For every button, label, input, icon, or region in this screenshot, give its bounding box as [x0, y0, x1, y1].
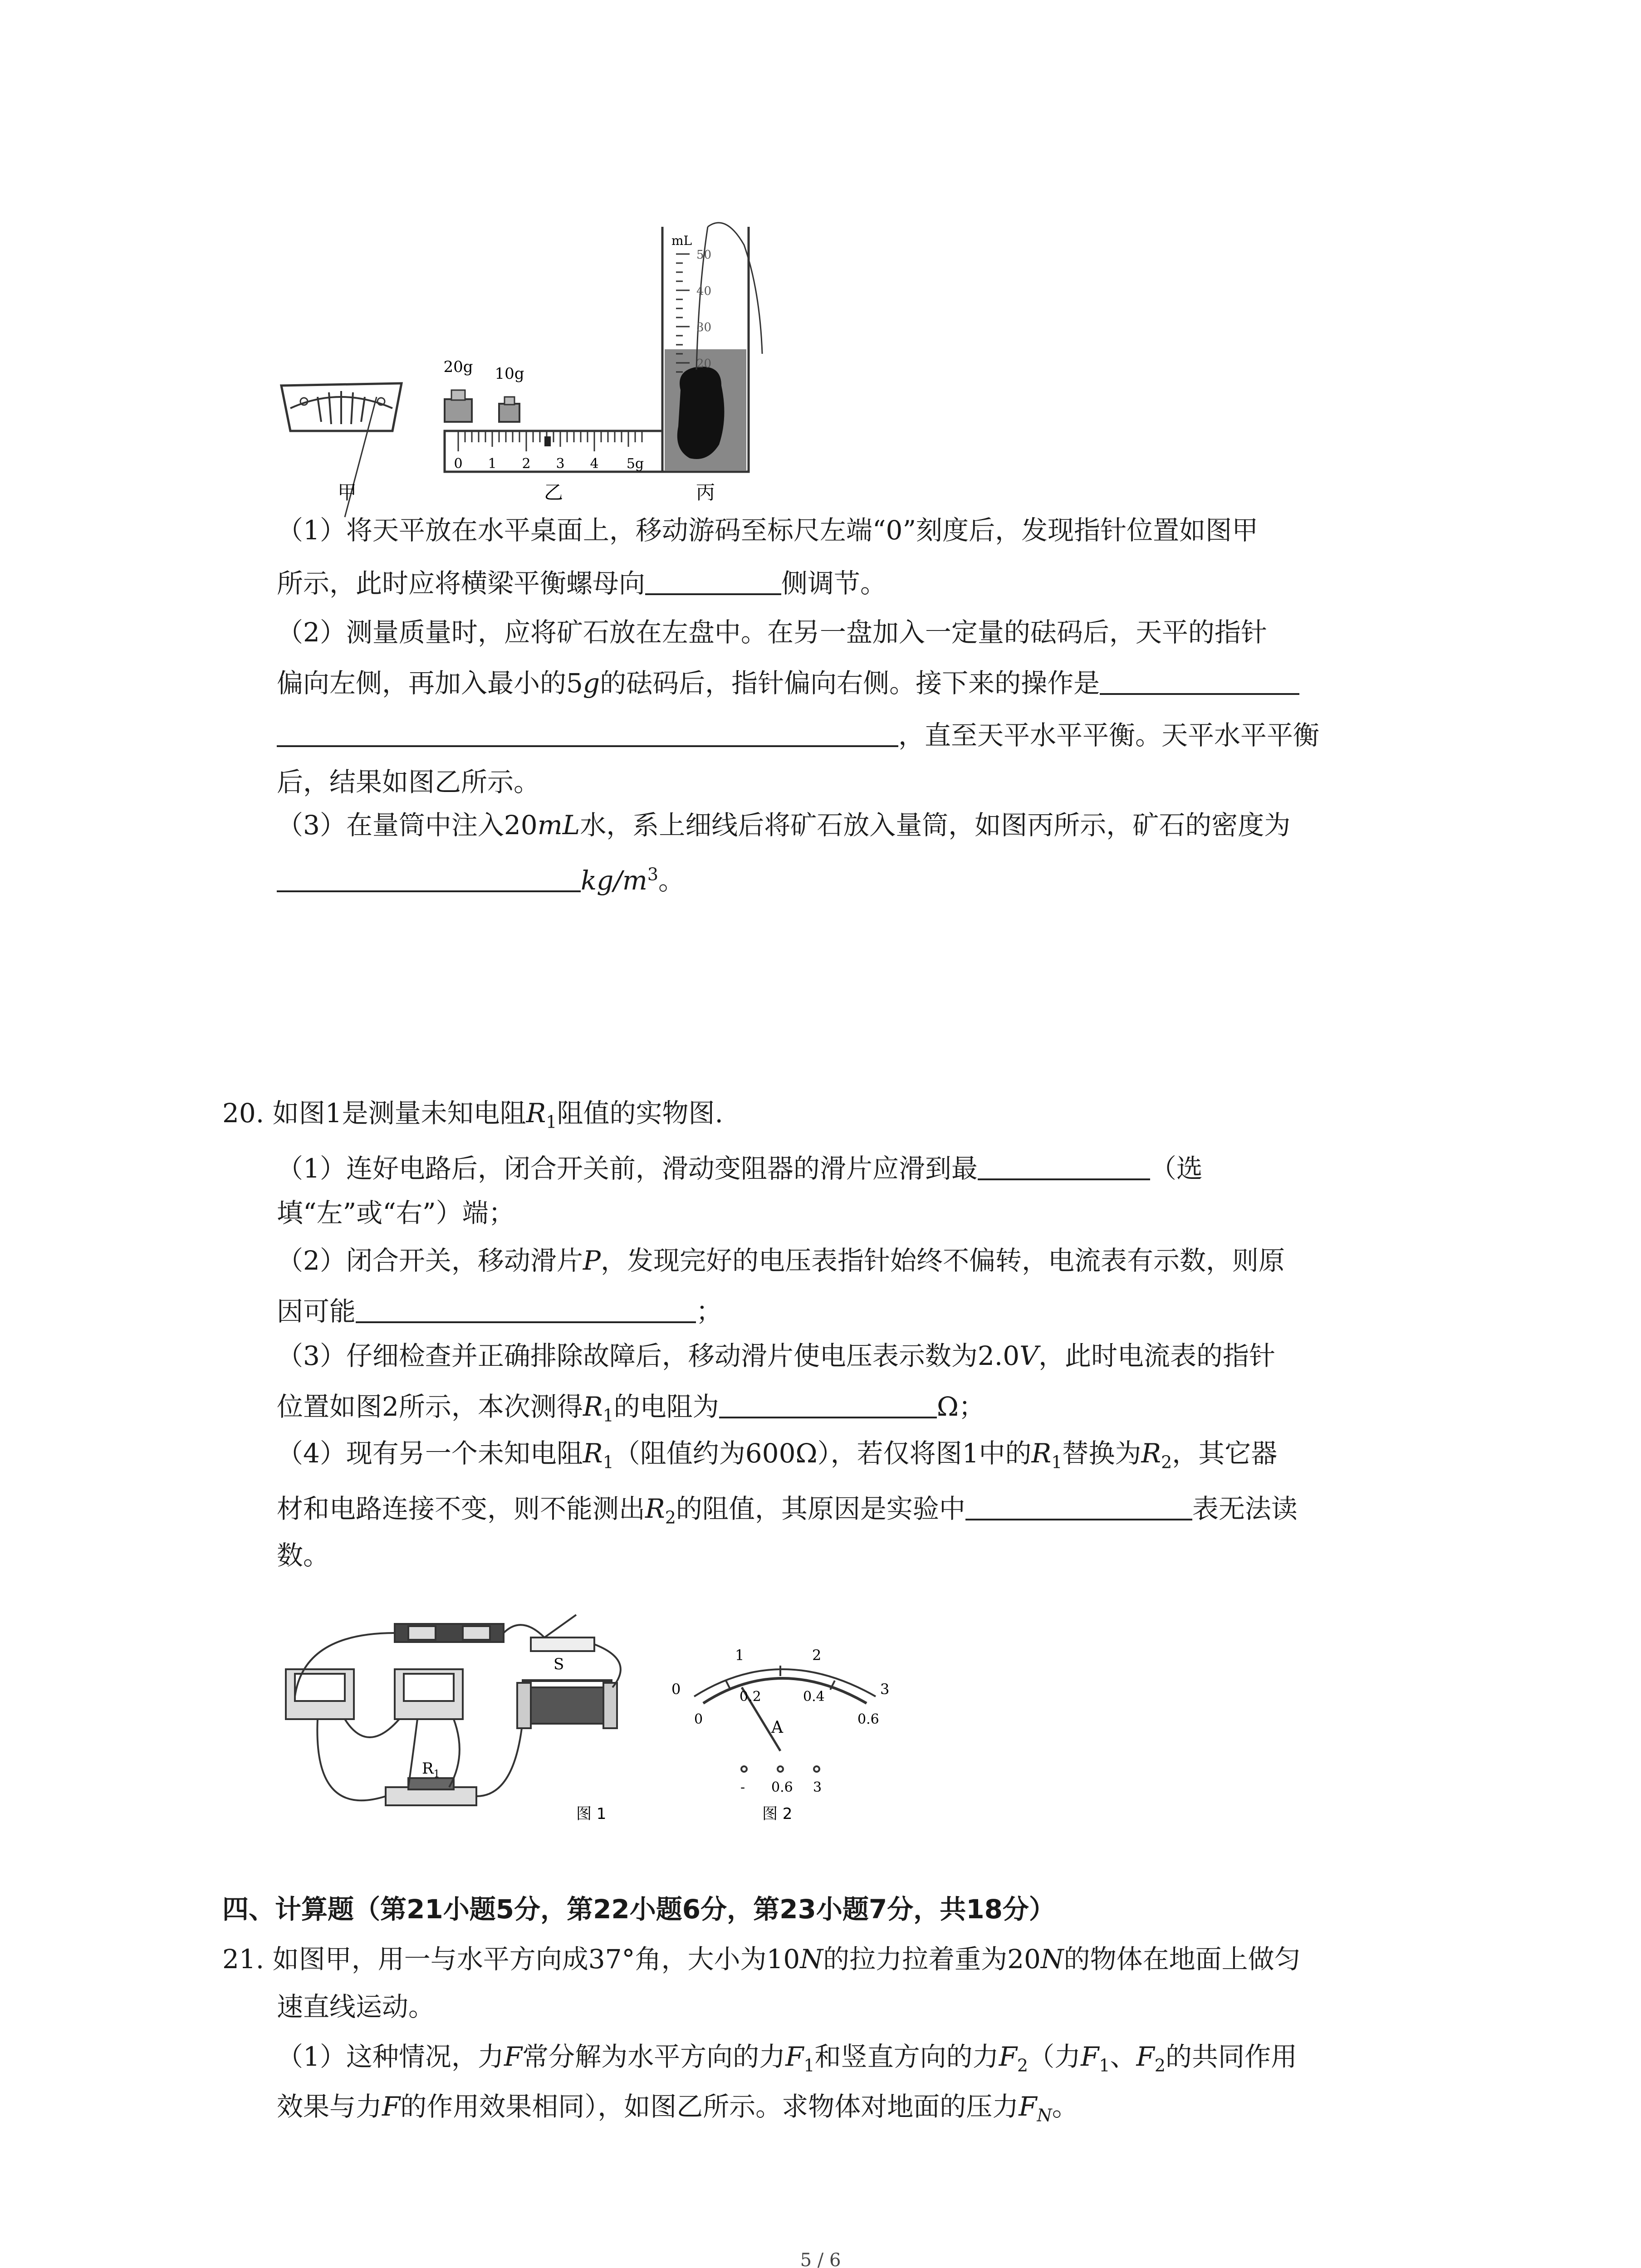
terminal-minus: - [740, 1779, 745, 1795]
q19-part1-line1: （1）将天平放在水平桌面上，移动游码至标尺左端“0”刻度后，发现指针位置如图甲 [277, 515, 1259, 546]
q21-stem-line2: 速直线运动。 [277, 1991, 435, 2022]
dial-top-2: 2 [812, 1647, 822, 1664]
page-number: 5 / 6 [800, 2250, 841, 2268]
answer-blank-q20-3[interactable] [719, 1390, 937, 1418]
dial-bottom-0: 0 [694, 1711, 703, 1727]
ruler-tick-3: 3 [556, 456, 565, 472]
cylinder-tick-20: 20 [696, 357, 712, 371]
q20-part3-line2: 位置如图2所示，本次测得$R_1$的电阻为 Ω； [277, 1391, 985, 1426]
figure-20-ammeter-dial [667, 1633, 903, 1823]
label-yi: 乙 [544, 481, 563, 503]
label-jia: 甲 [337, 481, 357, 503]
terminal-3: 3 [813, 1779, 822, 1795]
weight-10g-label: 10g [495, 365, 524, 383]
q20-part2-line1: （2）闭合开关，移动滑片P，发现完好的电压表指针始终不偏转，电流表有示数，则原 [277, 1245, 1285, 1276]
q20-part1-line2: 填“左”或“右”）端； [277, 1198, 515, 1228]
ruler-tick-2: 2 [522, 456, 531, 472]
label-bing: 丙 [696, 481, 715, 503]
ruler-tick-0: 0 [454, 456, 463, 472]
q20-part4-line3: 数。 [277, 1540, 330, 1571]
dial-bottom-02: 0.2 [740, 1689, 761, 1705]
q20-stem: 20. 如图1是测量未知电阻$R_1$阻值的实物图. [222, 1098, 723, 1132]
q21-stem-line1: 21. 如图甲，用一与水平方向成37°角，大小为10N的拉力拉着重为20N的物体在地面上做匀 [222, 1944, 1301, 1975]
cylinder-tick-50: 50 [696, 248, 712, 262]
resistor-label-R1: $R_1$ [422, 1760, 440, 1780]
q19-part1-line2: 所示，此时应将横梁平衡螺母向 侧调节。 [277, 568, 887, 599]
dial-unit-A: A [771, 1718, 783, 1737]
dial-bottom-06: 0.6 [857, 1711, 879, 1727]
section-4-title: 四、计算题（第21小题5分，第22小题6分，第23小题7分，共18分） [222, 1894, 1055, 1925]
dial-top-3: 3 [880, 1681, 890, 1698]
answer-blank-q19-3[interactable] [277, 864, 581, 892]
q19-part2-line3: ，直至天平水平平衡。天平水平平衡 [277, 719, 1319, 748]
answer-blank-q20-2[interactable] [356, 1295, 696, 1323]
q21-part1-line1: （1）这种情况，力F常分解为水平方向的力$F_1$和竖直方向的力$F_2$（力$F_1$、$F_2$的共同作用 [277, 2041, 1297, 2076]
ruler-tick-5: 5g [626, 456, 644, 472]
weight-20g-label: 20g [443, 358, 473, 376]
cylinder-tick-40: 40 [696, 284, 712, 298]
figure-20-circuit [277, 1606, 640, 1842]
answer-blank-q20-1[interactable] [978, 1152, 1150, 1180]
q20-part1-line1: （1）连好电路后，闭合开关前，滑动变阻器的滑片应滑到最 （选 [277, 1153, 1203, 1184]
q19-part2-line4: 后，结果如图乙所示。 [277, 767, 540, 797]
dial-bottom-04: 0.4 [803, 1689, 825, 1705]
figure-1-caption: 图 1 [576, 1805, 607, 1823]
cylinder-tick-30: 30 [696, 321, 712, 334]
dial-top-0: 0 [671, 1681, 681, 1698]
answer-blank-q20-4[interactable] [965, 1492, 1192, 1520]
figure-2-caption: 图 2 [762, 1805, 793, 1823]
q19-part3-line2: $kg/m^3$。 [277, 864, 685, 894]
ruler-tick-4: 4 [590, 456, 599, 472]
cylinder-unit: mL [671, 233, 692, 248]
answer-blank-q19-1[interactable] [645, 567, 781, 595]
q19-part2-line1: （2）测量质量时，应将矿石放在左盘中。在另一盘加入一定量的砝码后，天平的指针 [277, 617, 1267, 648]
ruler-tick-1: 1 [488, 456, 497, 472]
answer-blank-q19-2a[interactable] [1100, 667, 1299, 695]
q20-part2-line2: 因可能 ； [277, 1296, 723, 1327]
q20-part3-line1: （3）仔细检查并正确排除故障后，移动滑片使电压表示数为2.0V，此时电流表的指针 [277, 1340, 1276, 1371]
q20-part4-line2: 材和电路连接不变，则不能测出$R_2$的阻值，其原因是实验中 表无法读 [277, 1493, 1298, 1528]
dial-top-1: 1 [735, 1647, 745, 1664]
figure-19-instruments [272, 218, 715, 544]
q19-part2-line2: 偏向左侧，再加入最小的5g的砝码后，指针偏向右侧。接下来的操作是 [277, 667, 1299, 696]
switch-label-S: S [554, 1655, 564, 1673]
terminal-06: 0.6 [771, 1779, 793, 1795]
q21-part1-line2: 效果与力F的作用效果相同），如图乙所示。求物体对地面的压力$F_N$。 [277, 2091, 1078, 2126]
q19-part3-line1: （3）在量筒中注入20mL水，系上细线后将矿石放入量筒，如图丙所示，矿石的密度为 [277, 810, 1291, 841]
answer-blank-q19-2b[interactable] [277, 719, 898, 747]
q20-part4-line1: （4）现有另一个未知电阻$R_1$（阻值约为600Ω），若仅将图1中的$R_1$替换为$R_2$，其它器 [277, 1438, 1278, 1472]
graduated-cylinder [662, 223, 762, 472]
